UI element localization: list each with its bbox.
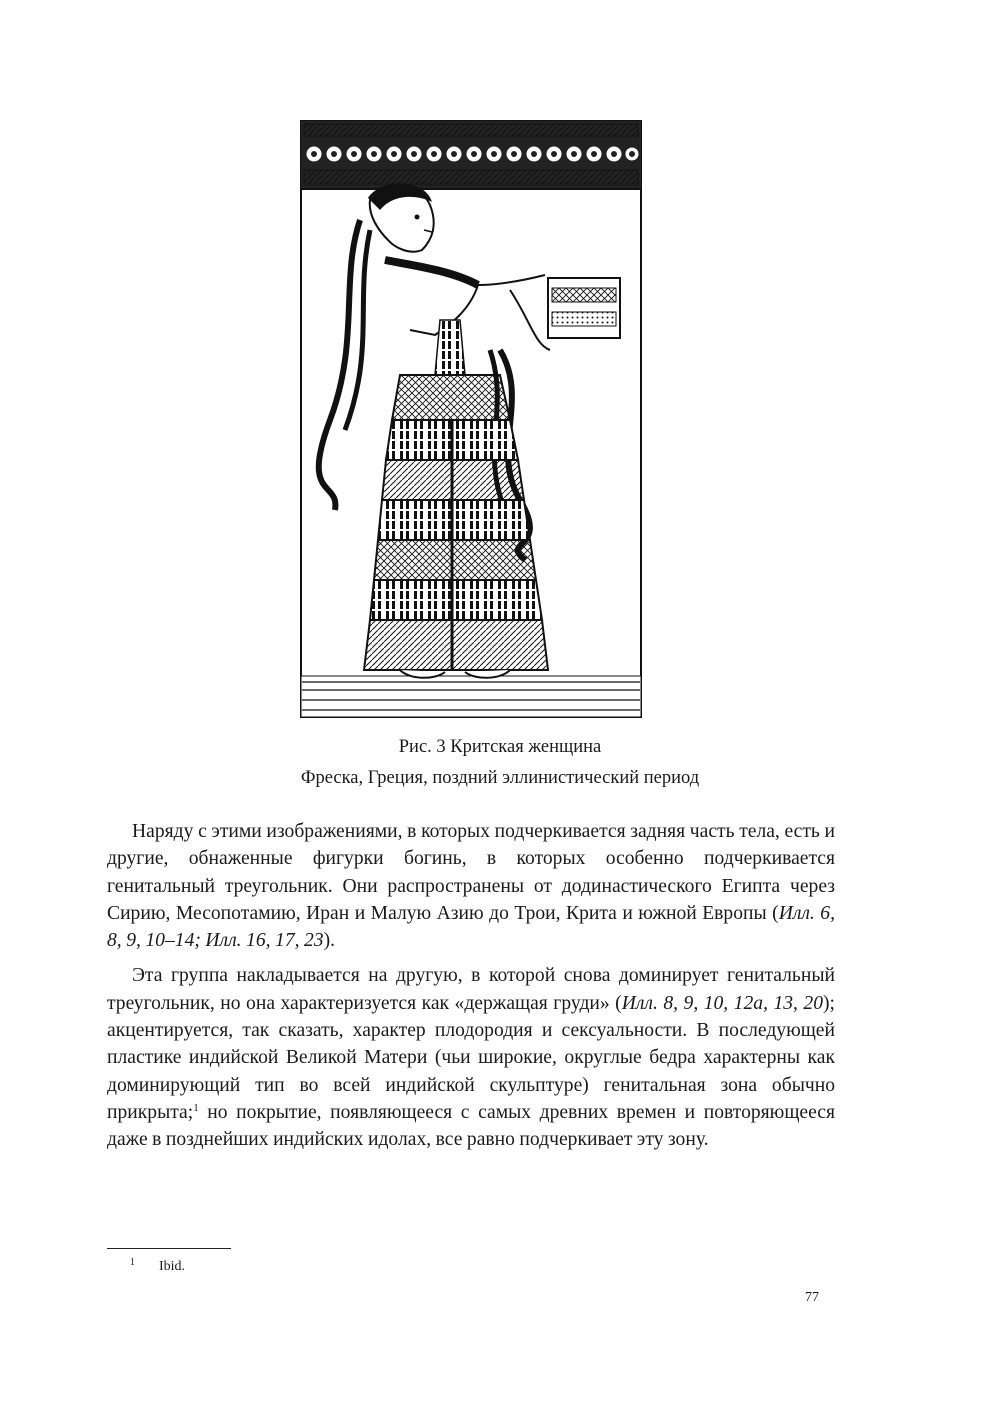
paragraph <box>107 818 835 954</box>
body-text <box>107 818 835 1162</box>
fresco-illustration <box>300 120 642 718</box>
text-run: Эта группа накладывается на другую, в которой снова доминирует генитальный треугольник, но она характеризуется как «держащая груди» ( <box>107 965 835 1014</box>
paragraph <box>107 962 835 1153</box>
caption-subtitle: Фреска, Греция, поздний эллинистический период <box>300 768 700 788</box>
text-run: ); акцентируется, так сказать, характер плодородия и сексуальности. В последующей пластике индийской Великой Матери (чьи широкие, округлые бедра характерны как доминирующий тип во всей индийской скульптуре) генитальная зона обычно прикрыта; <box>107 992 835 1123</box>
footnote-text: Ibid. <box>159 1259 186 1274</box>
footnote-marker: 1 <box>130 1257 135 1268</box>
text-run: Наряду с этими изображениями, в которых подчеркивается задняя часть тела, есть и другие, обнаженные фигурки богинь, в которых особенно подчеркивается генитальный треугольник. Они распространены от додинастического Египта через Сирию, Месопотамию, Иран и Малую Азию до Трои, Крита и южной Европы ( <box>107 821 835 924</box>
illustration-refs: Илл. 8, 9, 10, 12a, 13, 20 <box>621 992 824 1014</box>
figure-cretan-woman <box>300 120 642 718</box>
illustration-refs: Илл. 6, 8, 9, 10–14; Илл. 16, 17, 23 <box>107 902 835 952</box>
figure-caption <box>250 732 750 794</box>
page-number: 77 <box>805 1290 819 1305</box>
text-run: но покрытие, появляющееся с самых древних времен и повторяющееся даже в позднейших индийских идолах, все равно подчеркивает эту зону. <box>107 1101 835 1151</box>
text-run: ). <box>323 930 336 952</box>
footnote <box>130 1257 185 1275</box>
caption-title: Рис. 3 Критская женщина <box>398 737 602 757</box>
footnote-reference[interactable]: 1 <box>193 1101 199 1114</box>
footnote-rule <box>107 1248 231 1249</box>
